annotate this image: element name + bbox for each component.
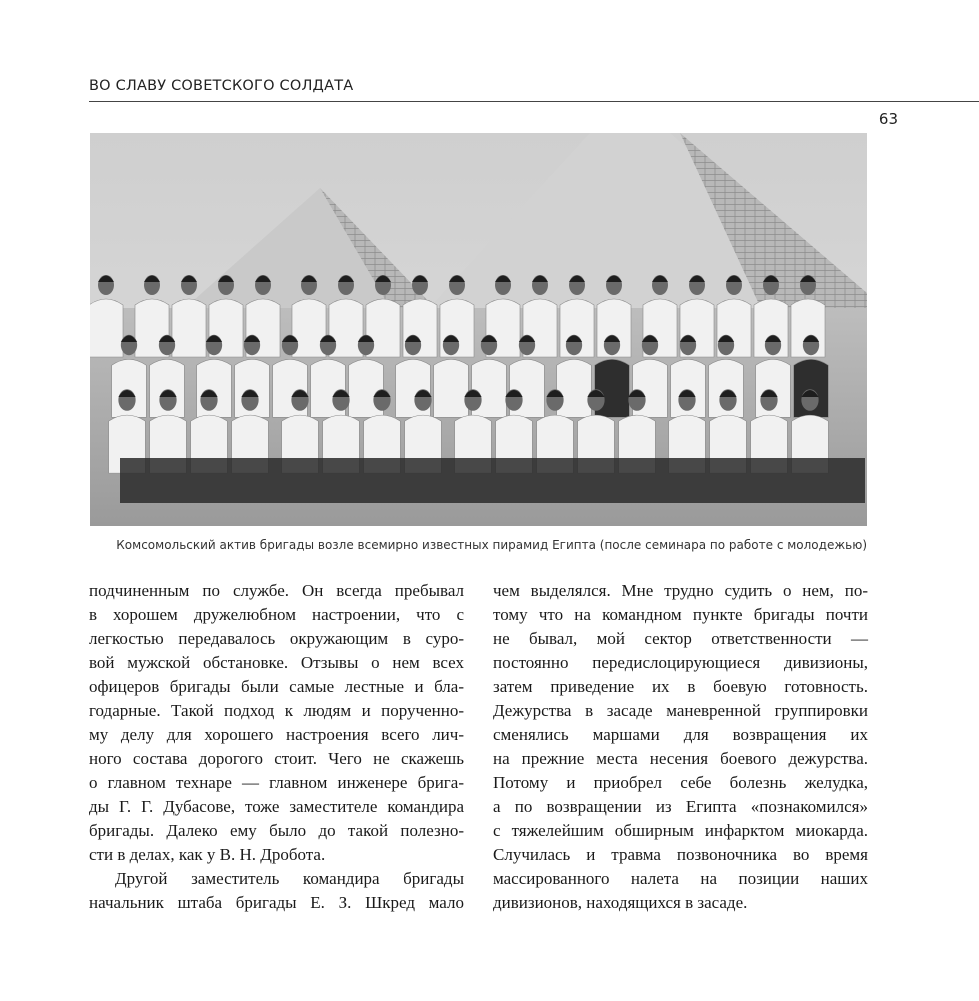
text-line: массированного налета на позиции наших xyxy=(493,869,868,888)
page-number: 63 xyxy=(878,110,898,128)
group-photo xyxy=(90,133,867,526)
text-line: Другой заместитель командира бригады xyxy=(115,869,464,888)
text-line: на прежние места несения боевого дежурства. xyxy=(493,749,868,768)
text-line: подчиненным по службе. Он всегда пребывал xyxy=(89,581,464,600)
header-rule xyxy=(89,101,979,102)
photo-caption: Комсомольский актив бригады возле всемирно известных пирамид Египта (после семинара по работе с молодежью) xyxy=(116,538,867,552)
front-row-trousers xyxy=(120,458,865,503)
text-line: а по возвращении из Египта «познакомился» xyxy=(493,797,868,816)
running-head-title: ВО СЛАВУ СОВЕТСКОГО СОЛДАТА xyxy=(89,78,354,94)
text-line: в хорошем дружелюбном настроении, что с xyxy=(89,605,464,624)
text-line: ды Г. Г. Дубасове, тоже заместителе командира xyxy=(89,797,464,816)
text-line: дивизионов, находящихся в засаде. xyxy=(493,893,748,912)
text-line: с тяжелейшим обширным инфарктом миокарда. xyxy=(493,821,868,840)
text-line: чем выделялся. Мне трудно судить о нем, по- xyxy=(493,581,868,600)
text-line: бригады. Далеко ему было до такой полезно- xyxy=(89,821,464,840)
text-line: постоянно передислоцирующиеся дивизионы, xyxy=(493,653,868,672)
text-line: ного состава дорогого стоит. Чего не скажешь xyxy=(89,749,464,768)
text-line: о главном технаре — главном инженере брига- xyxy=(89,773,464,792)
text-line: тому что на командном пункте бригады почти xyxy=(493,605,868,624)
text-line: сменялись маршами для возвращения их xyxy=(493,725,868,744)
text-line: легкостью передавалось окружающим в суро- xyxy=(89,629,464,648)
text-line: Потому и приобрел себе болезнь желудка, xyxy=(493,773,868,792)
text-line: му делу для хорошего настроения всего лич- xyxy=(89,725,464,744)
text-line: затем приведение их в боевую готовность. xyxy=(493,677,868,696)
text-column-left xyxy=(89,579,464,915)
text-line: Случилась и травма позвоночника во время xyxy=(493,845,868,864)
text-line: Дежурства в засаде маневренной группировки xyxy=(493,701,868,720)
text-line: вой мужской обстановке. Отзывы о нем всех xyxy=(89,653,464,672)
pyramids-photo-illustration xyxy=(90,133,867,526)
text-line: не бывал, мой сектор ответственности — xyxy=(493,629,868,648)
text-line: сти в делах, как у В. Н. Дробота. xyxy=(89,845,326,864)
text-line: годарные. Такой подход к людям и порученно- xyxy=(89,701,464,720)
text-column-right xyxy=(493,579,868,915)
text-line: начальник штаба бригады Е. З. Шкред мало xyxy=(89,893,464,912)
text-line: офицеров бригады были самые лестные и бла- xyxy=(89,677,464,696)
